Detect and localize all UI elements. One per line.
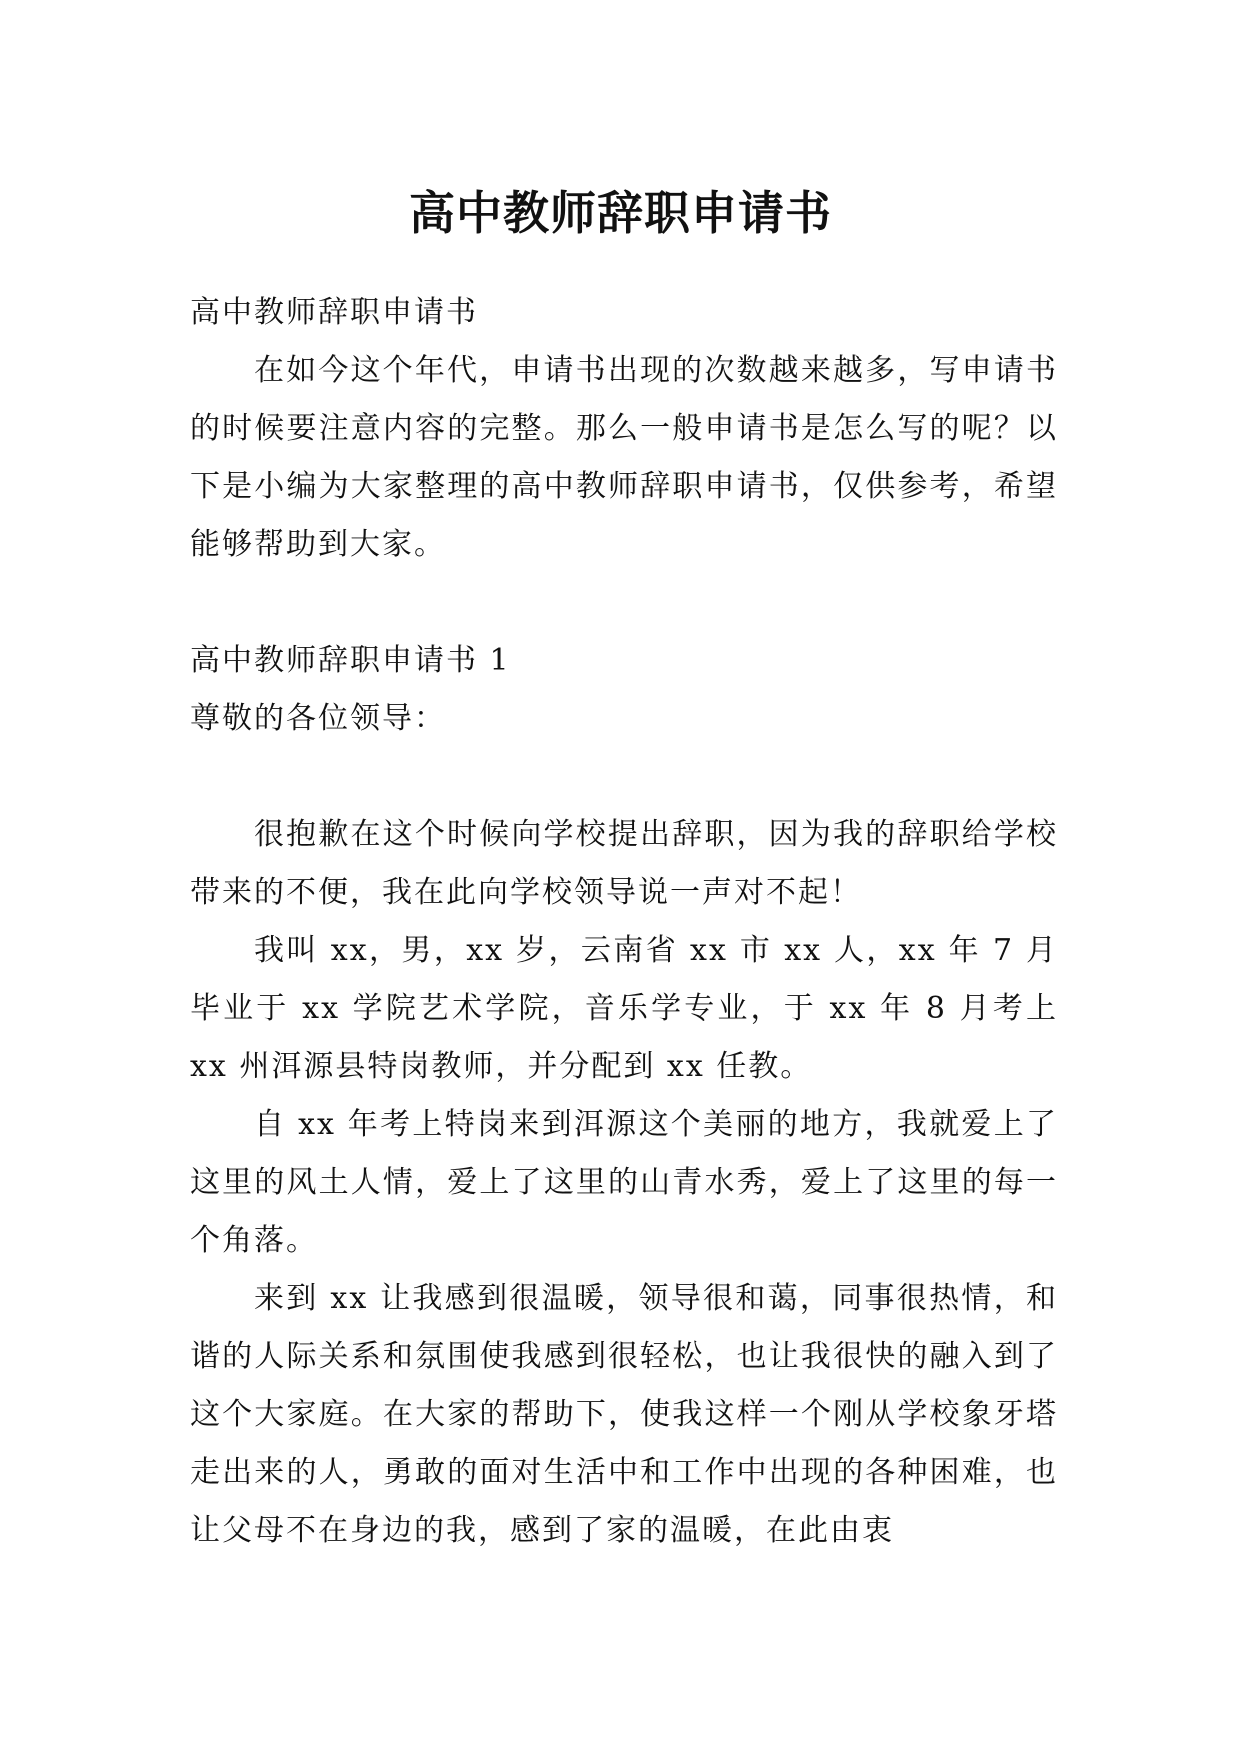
letter-heading: 高中教师辞职申请书 1 bbox=[190, 643, 511, 678]
body-paragraph: 来到 xx 让我感到很温暖，领导很和蔼，同事很热情，和谐的人际关系和氛围使我感到很轻松，也让我很快的融入到了这个大家庭。在大家的帮助下，使我这样一个刚从学校象牙塔走出来的人，勇敢的面对生活中和工作中出现的各种困难，也让父母不在身边的我，感到了家的温暖，在此由衷 bbox=[190, 1281, 1058, 1548]
intro-paragraph: 在如今这个年代，申请书出现的次数越来越多，写申请书的时候要注意内容的完整。那么一般申请书是怎么写的呢？以下是小编为大家整理的高中教师辞职申请书，仅供参考，希望能够帮助到大家。 bbox=[190, 353, 1058, 562]
document-title: 高中教师辞职申请书 bbox=[409, 185, 832, 240]
salutation: 尊敬的各位领导： bbox=[190, 701, 446, 736]
body-paragraph: 我叫 xx，男，xx 岁，云南省 xx 市 xx 人，xx 年 7 月毕业于 xx 学院艺术学院，音乐学专业，于 xx 年 8 月考上 xx 州洱源县特岗教师，并分配到 xx 任教。 bbox=[190, 933, 1058, 1084]
document-body bbox=[190, 284, 1058, 1560]
section-heading: 高中教师辞职申请书 bbox=[190, 295, 478, 330]
body-paragraph: 很抱歉在这个时候向学校提出辞职，因为我的辞职给学校带来的不便，我在此向学校领导说一声对不起！ bbox=[190, 817, 1058, 910]
body-paragraph: 自 xx 年考上特岗来到洱源这个美丽的地方，我就爱上了这里的风土人情，爱上了这里的山青水秀，爱上了这里的每一个角落。 bbox=[190, 1107, 1058, 1258]
